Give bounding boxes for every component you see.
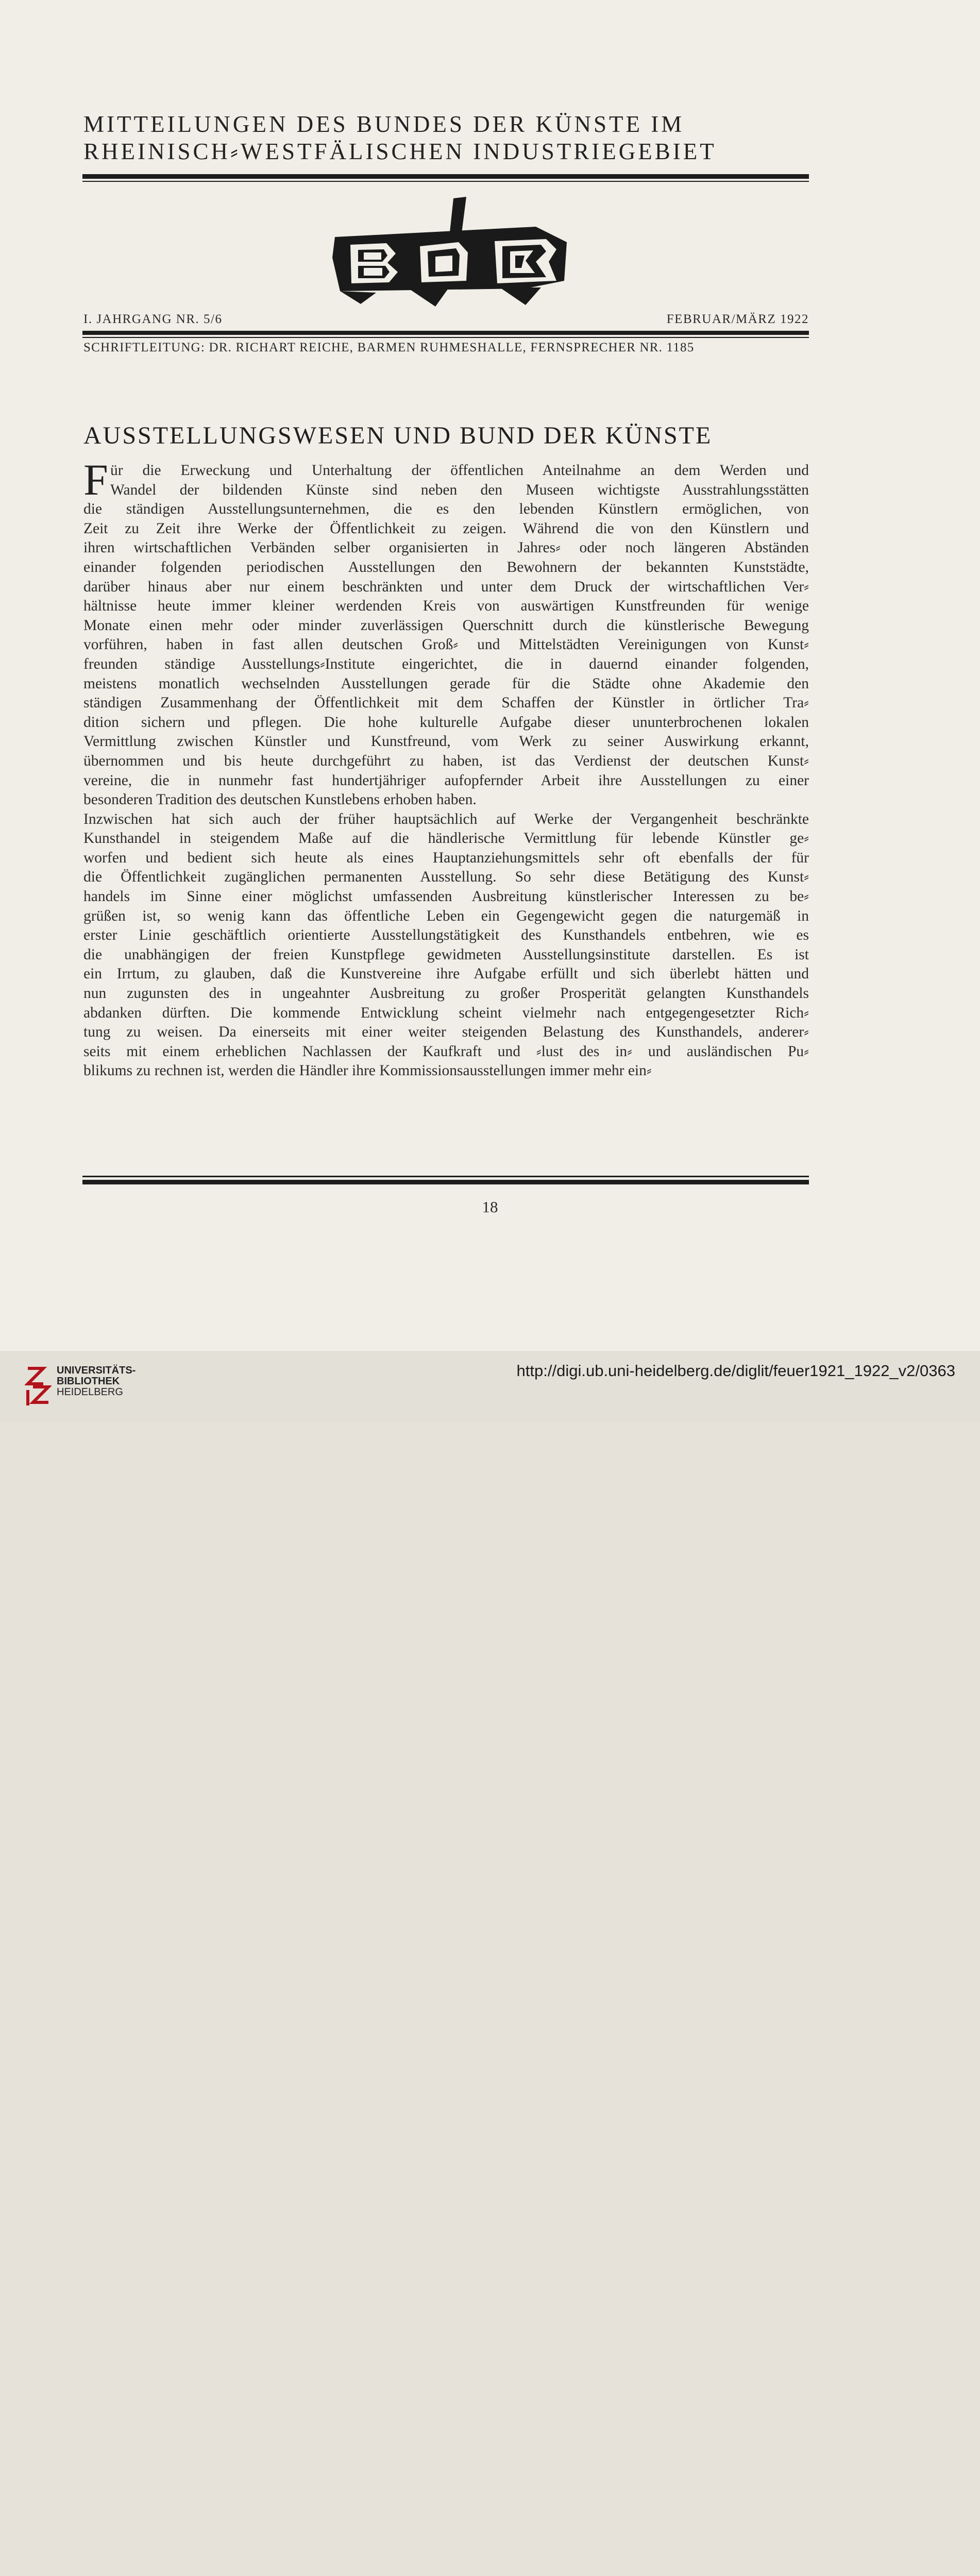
text-line: meistens monatlich wechselnden Ausstellungen gerade für die Städte ohne Akademie den bbox=[83, 675, 809, 692]
text-line: vorführen, haben in fast allen deutschen Groß⸗ und Mittelstädten Vereinigungen von Kunst⸗ bbox=[83, 636, 809, 653]
library-line-1: UNIVERSITÄTS- bbox=[57, 1365, 136, 1376]
text-line: Vermittlung zwischen Künstler und Kunstfreund, vom Werk zu seiner Auswirkung erkannt, bbox=[83, 733, 809, 750]
text-line: Zeit zu Zeit ihre Werke der Öffentlichkeit zu zeigen. Während die von den Künstlern und bbox=[83, 520, 809, 537]
text-line: die Öffentlichkeit zugänglichen permanenten Ausstellung. So sehr diese Betätigung des Kunst⸗ bbox=[83, 869, 809, 886]
text-line: hältnisse heute immer kleiner werdenden Kreis von auswärtigen Kunstfreunden für wenige bbox=[83, 598, 809, 615]
text-line: nun zugunsten des in ungeahnter Ausbreitung zu großer Prosperität gelangten Kunsthandels bbox=[83, 985, 809, 1002]
article-body bbox=[83, 455, 809, 1081]
issue-number: I. JAHRGANG NR. 5/6 bbox=[83, 312, 223, 326]
text-line: ihren wirtschaftlichen Verbänden selber organisierten in Jahres⸗ oder noch längeren Abständen bbox=[83, 539, 809, 556]
editorial-line: SCHRIFTLEITUNG: DR. RICHART REICHE, BARMEN RUHMESHALLE, FERNSPRECHER NR. 1185 bbox=[83, 341, 695, 354]
text-line: freunden ständige Ausstellungs⸗Institute eingerichtet, die in dauernd einander folgenden, bbox=[83, 655, 809, 672]
masthead-rule-thin bbox=[82, 181, 809, 182]
text-line: Kunsthandel in steigendem Maße auf die händlerische Vermittlung für lebende Künstler ge⸗ bbox=[83, 830, 809, 847]
text-line: abdanken dürften. Die kommende Entwicklung scheint vielmehr nach entgegengesetzter Rich⸗ bbox=[83, 1004, 809, 1021]
text-line: worfen und bedient sich heute als eines Hauptanziehungsmittels sehr oft ebenfalls der für bbox=[83, 849, 809, 866]
text-line: tung zu weisen. Da einerseits mit einer weiter steigenden Belastung des Kunsthandels, anderer⸗ bbox=[83, 1024, 809, 1041]
drop-cap: F bbox=[83, 455, 108, 504]
article-title: AUSSTELLUNGSWESEN UND BUND DER KÜNSTE bbox=[83, 422, 713, 449]
text-line: ständigen Zusammenhang der Öffentlichkeit mit dem Schaffen der Künstler in örtlicher Tra⸗ bbox=[83, 694, 809, 711]
footer-rule-thick bbox=[82, 1180, 809, 1184]
text-line: Monate einen mehr oder minder zuverlässigen Querschnitt durch die künstlerische Bewegung bbox=[83, 617, 809, 634]
bdk-logo bbox=[330, 196, 572, 309]
text-line: übernommen und bis heute durchgeführt zu haben, ist das Verdienst der deutschen Kunst⸗ bbox=[83, 752, 809, 769]
text-line: die ständigen Ausstellungsunternehmen, die es den lebenden Künstlern ermöglichen, von bbox=[83, 501, 809, 518]
library-name bbox=[57, 1365, 136, 1398]
source-url-link[interactable]: http://digi.ub.uni-heidelberg.de/diglit/feuer1921_1922_v2/0363 bbox=[516, 1362, 955, 1380]
text-line: erster Linie geschäftlich orientierte Ausstellungstätigkeit des Kunsthandels entbehren, wie es bbox=[83, 927, 809, 944]
issue-rule-thick bbox=[82, 331, 809, 335]
text-line: die unabhängigen der freien Kunstpflege gewidmeten Ausstellungsinstitute darstellen. Es ist bbox=[83, 946, 809, 963]
text-line: vereine, die in nunmehr fast hundertjähriger aufopfernder Arbeit ihre Ausstellungen zu einer bbox=[83, 772, 809, 789]
footer-rule-thin bbox=[82, 1176, 809, 1177]
text-line: blikums zu rechnen ist, werden die Händler ihre Kommissionsausstellungen immer mehr ein⸗ bbox=[83, 1062, 652, 1079]
issue-rule-thin bbox=[82, 337, 809, 338]
page-number: 18 bbox=[482, 1198, 498, 1216]
text-line: ür die Erweckung und Unterhaltung der öffentlichen Anteilnahme an dem Werden und bbox=[110, 462, 809, 479]
text-line: Wandel der bildenden Künste sind neben den Museen wichtigste Ausstrahlungsstätten bbox=[110, 481, 809, 498]
text-line: grüßen ist, so wenig kann das öffentliche Leben ein Gegengewicht gegen die naturgemäß in bbox=[83, 907, 809, 924]
masthead-line-2: RHEINISCH⸗WESTFÄLISCHEN INDUSTRIEGEBIET bbox=[83, 139, 717, 164]
library-line-2: BIBLIOTHEK bbox=[57, 1376, 120, 1387]
text-line: darüber hinaus aber nur einem beschränkten und unter dem Druck der wirtschaftlichen Ver⸗ bbox=[83, 578, 809, 595]
library-logo-icon bbox=[25, 1364, 52, 1409]
masthead-rule-thick bbox=[82, 174, 809, 179]
text-line: dition sichern und pflegen. Die hohe kulturelle Aufgabe dieser ununterbrochenen lokalen bbox=[83, 714, 809, 731]
issue-date: FEBRUAR/MÄRZ 1922 bbox=[666, 312, 809, 326]
text-line: einander folgenden periodischen Ausstellungen den Bewohnern der bekannten Kunststädte, bbox=[83, 558, 809, 575]
library-line-3: HEIDELBERG bbox=[57, 1386, 123, 1398]
masthead-line-1: MITTEILUNGEN DES BUNDES DER KÜNSTE IM bbox=[83, 111, 685, 137]
text-line: ein Irrtum, zu glauben, daß die Kunstvereine ihre Aufgabe erfüllt und sich überlebt hätten und bbox=[83, 965, 809, 982]
text-line: handels im Sinne einer möglichst umfassenden Ausbreitung künstlerischer Interessen zu be⸗ bbox=[83, 888, 809, 905]
text-line: besonderen Tradition des deutschen Kunstlebens erhoben haben. bbox=[83, 791, 477, 808]
text-line: seits mit einem erheblichen Nachlassen der Kaufkraft und ⸗lust des in⸗ und ausländischen Pu⸗ bbox=[83, 1043, 809, 1060]
text-line: Inzwischen hat sich auch der früher hauptsächlich auf Werke der Vergangenheit beschränkte bbox=[83, 810, 809, 827]
